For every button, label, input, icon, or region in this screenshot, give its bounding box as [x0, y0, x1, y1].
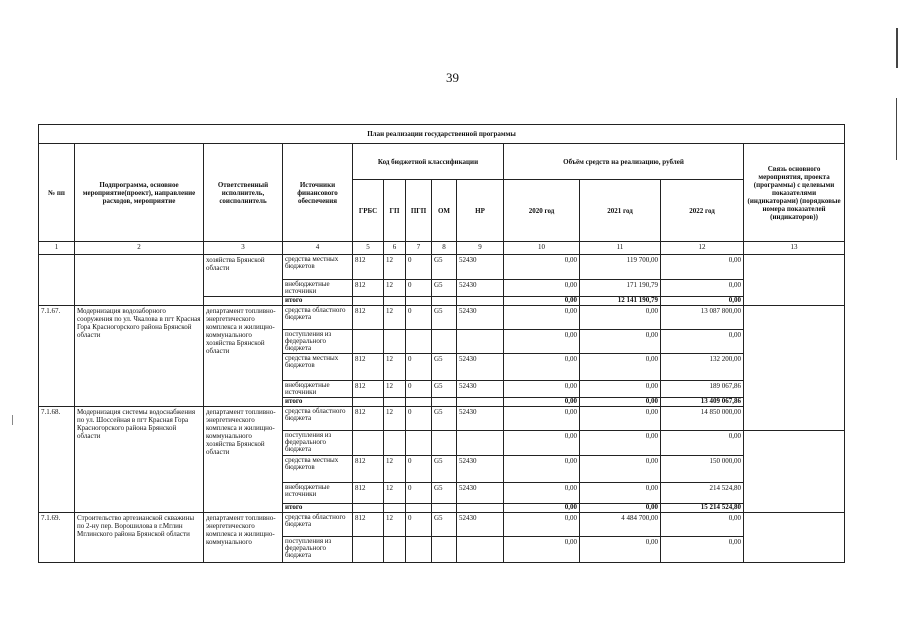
code-grbs: 812	[353, 483, 384, 504]
empty-cell	[457, 537, 504, 563]
header-2021: 2021 год	[580, 180, 661, 242]
header-om: ОМ	[432, 180, 457, 242]
code-np: 52430	[457, 306, 504, 330]
column-number: 2	[75, 242, 204, 255]
code-gp: 12	[384, 354, 406, 381]
empty-cell	[384, 504, 406, 513]
row-executor: департамент топливно-энергетического комплекса и жилищно-коммунального хозяйства Брянской области	[204, 306, 283, 407]
row-num	[39, 255, 75, 306]
code-grbs: 812	[353, 513, 384, 537]
value-2022: 150 000,00	[661, 456, 744, 483]
value-2021: 0,00	[580, 381, 661, 398]
code-pgp: 0	[406, 354, 432, 381]
total-2021: 0,00	[580, 504, 661, 513]
value-2020: 0,00	[504, 513, 580, 537]
table-row	[39, 306, 845, 330]
code-grbs: 812	[353, 255, 384, 280]
source-total: итого	[283, 398, 353, 407]
value-2020: 0,00	[504, 431, 580, 456]
empty-cell	[406, 431, 432, 456]
empty-cell	[432, 537, 457, 563]
value-2022: 14 850 000,00	[661, 407, 744, 431]
header-grbs: ГРБС	[353, 180, 384, 242]
source-regional: средства областного бюджета	[283, 513, 353, 537]
empty-cell	[353, 297, 384, 306]
column-number: 9	[457, 242, 504, 255]
value-2020: 0,00	[504, 354, 580, 381]
code-gp: 12	[384, 456, 406, 483]
column-number: 12	[661, 242, 744, 255]
value-2021: 0,00	[580, 483, 661, 504]
code-pgp: 0	[406, 381, 432, 398]
column-number: 4	[283, 242, 353, 255]
page-number: 39	[446, 70, 459, 85]
empty-cell	[384, 297, 406, 306]
code-gp: 12	[384, 483, 406, 504]
code-om: G5	[432, 407, 457, 431]
row-link	[744, 255, 845, 306]
row-num: 7.1.68.	[39, 407, 75, 513]
code-pgp: 0	[406, 280, 432, 297]
empty-cell	[432, 330, 457, 354]
row-link	[744, 513, 845, 563]
value-2022: 189 067,86	[661, 381, 744, 398]
empty-cell	[432, 398, 457, 407]
value-2020: 0,00	[504, 407, 580, 431]
value-2020: 0,00	[504, 280, 580, 297]
source-total: итого	[283, 504, 353, 513]
value-2022: 0,00	[661, 280, 744, 297]
total-2020: 0,00	[504, 398, 580, 407]
header-2020: 2020 год	[504, 180, 580, 242]
source-regional: средства областного бюджета	[283, 407, 353, 431]
empty-cell	[406, 297, 432, 306]
code-np: 52430	[457, 513, 504, 537]
source-local: средства местных бюджетов	[283, 354, 353, 381]
header-volume: Объём средств на реализацию, рублей	[504, 144, 744, 180]
value-2022: 0,00	[661, 513, 744, 537]
header-num: № пп	[39, 144, 75, 242]
code-np: 52430	[457, 456, 504, 483]
header-pgp: ПГП	[406, 180, 432, 242]
scan-edge-mark	[896, 98, 897, 160]
code-np: 52430	[457, 483, 504, 504]
row-executor-empty	[204, 297, 283, 306]
code-pgp: 0	[406, 456, 432, 483]
row-name: Модернизация системы водоснабжения по ул. Шоссейная в пгт Красная Гора Красногорского района Брянской области	[75, 407, 204, 513]
total-2022: 15 214 524,80	[661, 504, 744, 513]
code-gp: 12	[384, 381, 406, 398]
column-number: 11	[580, 242, 661, 255]
value-2021: 171 190,79	[580, 280, 661, 297]
total-2021: 0,00	[580, 398, 661, 407]
value-2022: 0,00	[661, 330, 744, 354]
value-2021: 0,00	[580, 537, 661, 563]
code-np: 52430	[457, 381, 504, 398]
empty-cell	[384, 537, 406, 563]
column-number: 1	[39, 242, 75, 255]
code-grbs: 812	[353, 354, 384, 381]
source-regional: средства областного бюджета	[283, 306, 353, 330]
value-2020: 0,00	[504, 456, 580, 483]
source-federal: поступления из федерального бюджета	[283, 431, 353, 456]
code-pgp: 0	[406, 483, 432, 504]
empty-cell	[406, 398, 432, 407]
value-2021: 0,00	[580, 354, 661, 381]
source-federal: поступления из федерального бюджета	[283, 330, 353, 354]
value-2020: 0,00	[504, 330, 580, 354]
source-extra: внебюджетные источники	[283, 483, 353, 504]
row-executor: хозяйства Брянской области	[204, 255, 283, 297]
value-2021: 0,00	[580, 407, 661, 431]
empty-cell	[384, 398, 406, 407]
code-grbs: 812	[353, 381, 384, 398]
empty-cell	[457, 504, 504, 513]
header-executor: Ответственный исполнитель, соисполнитель	[204, 144, 283, 242]
code-om: G5	[432, 381, 457, 398]
code-grbs: 812	[353, 456, 384, 483]
row-name: Строительство артезианской скважины по 2-ну пер. Ворошилова в г.Мглин Мглинского района Брянской области	[75, 513, 204, 563]
total-2020: 0,00	[504, 504, 580, 513]
empty-cell	[432, 431, 457, 456]
value-2022: 0,00	[661, 431, 744, 456]
value-2022: 214 524,80	[661, 483, 744, 504]
column-number: 7	[406, 242, 432, 255]
source-extra: внебюджетные источники	[283, 381, 353, 398]
value-2021: 0,00	[580, 431, 661, 456]
code-grbs: 812	[353, 306, 384, 330]
source-local: средства местных бюджетов	[283, 255, 353, 280]
code-om: G5	[432, 280, 457, 297]
code-om: G5	[432, 306, 457, 330]
empty-cell	[406, 504, 432, 513]
empty-cell	[457, 297, 504, 306]
code-om: G5	[432, 513, 457, 537]
source-extra: внебюджетные источники	[283, 280, 353, 297]
table-row	[39, 513, 845, 537]
value-2021: 4 484 700,00	[580, 513, 661, 537]
empty-cell	[353, 504, 384, 513]
code-pgp: 0	[406, 255, 432, 280]
table-title: План реализации государственной программы	[39, 125, 845, 144]
source-local: средства местных бюджетов	[283, 456, 353, 483]
value-2020: 0,00	[504, 255, 580, 280]
table-row	[39, 407, 845, 431]
row-executor: департамент топливно-энергетического комплекса и жилищно-коммунального	[204, 513, 283, 563]
code-om: G5	[432, 255, 457, 280]
scan-mark	[12, 415, 13, 425]
code-om: G5	[432, 456, 457, 483]
empty-cell	[353, 431, 384, 456]
value-2022: 0,00	[661, 255, 744, 280]
column-number: 13	[744, 242, 845, 255]
header-link: Связь основного мероприятия, проекта (программы) с целевыми показателями (индикаторами) (порядковые номера показателей (индикаторов))	[744, 144, 845, 242]
code-gp: 12	[384, 513, 406, 537]
header-subprogram: Подпрограмма, основное мероприятие(проект), направление расходов, мероприятие	[75, 144, 204, 242]
code-grbs: 812	[353, 407, 384, 431]
empty-cell	[432, 504, 457, 513]
column-number: 3	[204, 242, 283, 255]
row-name: Модернизация водозаборного сооружения по ул. Чкалова в пгт Красная Гора Красногорского района Брянской области	[75, 306, 204, 407]
header-budget-code: Код бюджетной классификации	[353, 144, 504, 180]
table-row	[39, 255, 845, 280]
empty-cell	[457, 431, 504, 456]
source-federal: поступления из федерального бюджета	[283, 537, 353, 563]
empty-cell	[457, 330, 504, 354]
code-gp: 12	[384, 280, 406, 297]
empty-cell	[353, 398, 384, 407]
code-np: 52430	[457, 280, 504, 297]
empty-cell	[457, 398, 504, 407]
code-pgp: 0	[406, 306, 432, 330]
scan-edge-mark	[896, 28, 898, 68]
total-2020: 0,00	[504, 297, 580, 306]
header-sources: Источники финансового обеспечения	[283, 144, 353, 242]
code-pgp: 0	[406, 513, 432, 537]
code-np: 52430	[457, 255, 504, 280]
empty-cell	[353, 537, 384, 563]
total-2021: 12 141 190,79	[580, 297, 661, 306]
total-2022: 0,00	[661, 297, 744, 306]
code-pgp: 0	[406, 407, 432, 431]
code-grbs: 812	[353, 280, 384, 297]
total-2022: 13 409 067,86	[661, 398, 744, 407]
empty-cell	[384, 431, 406, 456]
value-2022: 0,00	[661, 537, 744, 563]
header-2022: 2022 год	[661, 180, 744, 242]
value-2022: 132 200,00	[661, 354, 744, 381]
code-om: G5	[432, 354, 457, 381]
plan-table-wrapper	[38, 124, 844, 563]
column-number: 10	[504, 242, 580, 255]
code-gp: 12	[384, 407, 406, 431]
value-2021: 119 700,00	[580, 255, 661, 280]
empty-cell	[384, 330, 406, 354]
plan-table	[38, 124, 845, 563]
row-name	[75, 255, 204, 306]
empty-cell	[406, 330, 432, 354]
column-number: 5	[353, 242, 384, 255]
code-om: G5	[432, 483, 457, 504]
row-link	[744, 306, 845, 431]
value-2021: 0,00	[580, 330, 661, 354]
column-number: 6	[384, 242, 406, 255]
value-2020: 0,00	[504, 483, 580, 504]
value-2021: 0,00	[580, 456, 661, 483]
row-num: 7.1.69.	[39, 513, 75, 563]
code-gp: 12	[384, 306, 406, 330]
column-number-row	[39, 242, 845, 255]
empty-cell	[432, 297, 457, 306]
row-num: 7.1.67.	[39, 306, 75, 407]
value-2020: 0,00	[504, 381, 580, 398]
code-np: 52430	[457, 354, 504, 381]
column-number: 8	[432, 242, 457, 255]
code-gp: 12	[384, 255, 406, 280]
value-2022: 13 087 800,00	[661, 306, 744, 330]
header-gp: ГП	[384, 180, 406, 242]
code-np: 52430	[457, 407, 504, 431]
row-executor: департамент топливно-энергетического комплекса и жилищно-коммунального хозяйства Брянской области	[204, 407, 283, 513]
empty-cell	[406, 537, 432, 563]
empty-cell	[353, 330, 384, 354]
value-2020: 0,00	[504, 306, 580, 330]
source-total: итого	[283, 297, 353, 306]
value-2021: 0,00	[580, 306, 661, 330]
header-np: НР	[457, 180, 504, 242]
value-2020: 0,00	[504, 537, 580, 563]
